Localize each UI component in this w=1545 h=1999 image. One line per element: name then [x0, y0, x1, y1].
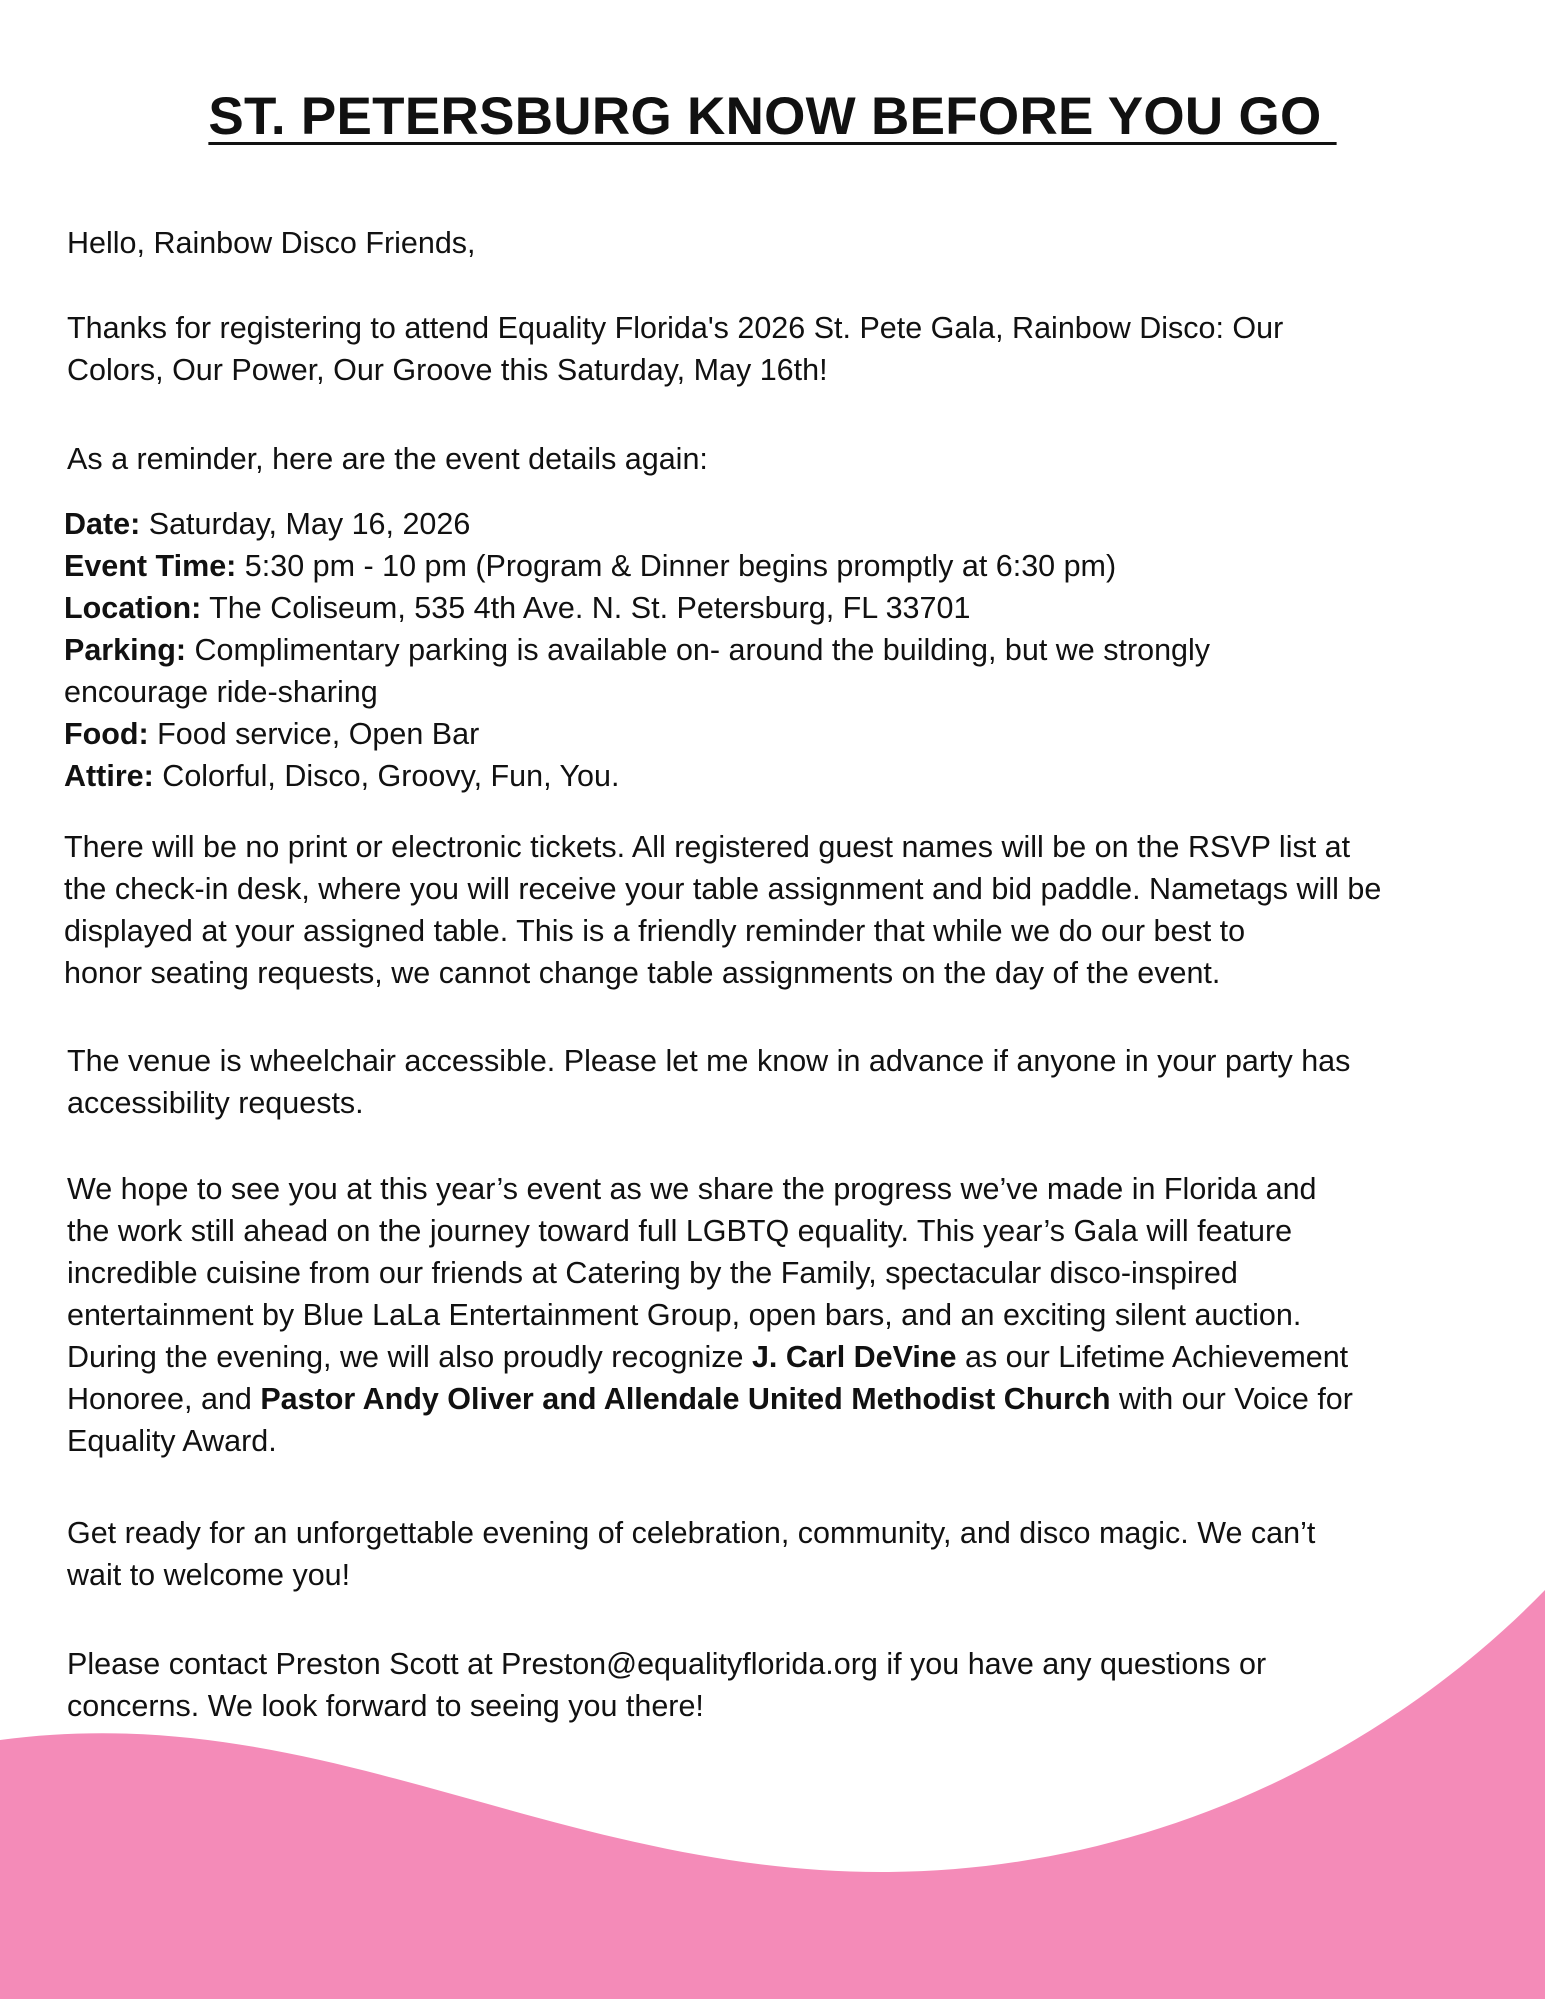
hope-line: [67, 1378, 1497, 1420]
detail-value: The Coliseum, 535 4th Ave. N. St. Petersburg, FL 33701: [201, 591, 971, 625]
rainbow-band-pink: [0, 1590, 1545, 1999]
getready-line: Get ready for an unforgettable evening of celebration, community, and disco magic. We can’t: [67, 1516, 1316, 1550]
detail-label: Parking:: [64, 633, 187, 667]
event-details: [64, 503, 1494, 797]
tickets-line: displayed at your assigned table. This is a friendly reminder that while we do our best to: [64, 914, 1246, 948]
tickets-line: There will be no print or electronic tickets. All registered guest names will be on the RSVP list at: [64, 830, 1351, 864]
contact-line: Please contact Preston Scott at Preston@equalityflorida.org if you have any questions or: [67, 1647, 1267, 1681]
tickets-paragraph: [64, 826, 1494, 994]
intro-line: Thanks for registering to attend Equality Florida's 2026 St. Pete Gala, Rainbow Disco: Our: [67, 311, 1284, 345]
hope-text: Honoree, and: [67, 1382, 261, 1416]
contact-line: concerns. We look forward to seeing you there!: [67, 1689, 704, 1723]
hope-line: [67, 1336, 1497, 1378]
hope-line: the work still ahead on the journey toward full LGBTQ equality. This year’s Gala will feature: [67, 1214, 1293, 1248]
detail-parking-cont: encourage ride-sharing: [64, 675, 378, 709]
tickets-line: the check-in desk, where you will receive your table assignment and bid paddle. Nametags will be: [64, 872, 1382, 906]
detail-parking: [64, 629, 1494, 671]
detail-label: Attire:: [64, 759, 154, 793]
intro-paragraph: [67, 307, 1497, 391]
greeting-text: Hello, Rainbow Disco Friends,: [67, 226, 476, 260]
hope-text: During the evening, we will also proudly recognize: [67, 1340, 752, 1374]
honoree-name: J. Carl DeVine: [751, 1340, 957, 1374]
detail-value: Saturday, May 16, 2026: [140, 507, 471, 541]
tickets-line: honor seating requests, we cannot change table assignments on the day of the event.: [64, 956, 1221, 990]
reminder-text: As a reminder, here are the event details again:: [67, 442, 708, 476]
intro-line: Colors, Our Power, Our Groove this Saturday, May 16th!: [67, 353, 828, 387]
detail-date: [64, 503, 1494, 545]
detail-value: Complimentary parking is available on- around the building, but we strongly: [186, 633, 1211, 667]
accessibility-paragraph: [67, 1040, 1497, 1124]
detail-food: [64, 713, 1494, 755]
hope-text: with our Voice for: [1110, 1382, 1353, 1416]
detail-label: Date:: [64, 507, 141, 541]
getready-line: wait to welcome you!: [67, 1558, 351, 1592]
detail-label: Food:: [64, 717, 149, 751]
hope-line: entertainment by Blue LaLa Entertainment Group, open bars, and an exciting silent auction.: [67, 1298, 1302, 1332]
page-title: ST. PETERSBURG KNOW BEFORE YOU GO: [208, 87, 1337, 146]
detail-location: [64, 587, 1494, 629]
detail-label: Location:: [64, 591, 202, 625]
detail-time: [64, 545, 1494, 587]
accessibility-line: The venue is wheelchair accessible. Please let me know in advance if anyone in your party has: [67, 1044, 1351, 1078]
detail-value: Colorful, Disco, Groovy, Fun, You.: [153, 759, 620, 793]
greeting: [67, 222, 1497, 264]
hope-line: We hope to see you at this year’s event as we share the progress we’ve made in Florida and: [67, 1172, 1317, 1206]
hope-line: Equality Award.: [67, 1424, 277, 1458]
rainbow-bands: [0, 1590, 1545, 1999]
detail-value: 5:30 pm - 10 pm (Program & Dinner begins promptly at 6:30 pm): [236, 549, 1117, 583]
detail-value: Food service, Open Bar: [148, 717, 480, 751]
detail-label: Event Time:: [64, 549, 237, 583]
detail-attire: [64, 755, 1494, 797]
rainbow-wave-decoration: [0, 1580, 1545, 1999]
reminder-paragraph: [67, 438, 1497, 480]
accessibility-line: accessibility requests.: [67, 1086, 364, 1120]
award-recipient-name: Pastor Andy Oliver and Allendale United Methodist Church: [260, 1382, 1111, 1416]
hope-line: incredible cuisine from our friends at Catering by the Family, spectacular disco-inspired: [67, 1256, 1238, 1290]
hope-paragraph: [67, 1168, 1497, 1462]
hope-text: as our Lifetime Achievement: [956, 1340, 1349, 1374]
